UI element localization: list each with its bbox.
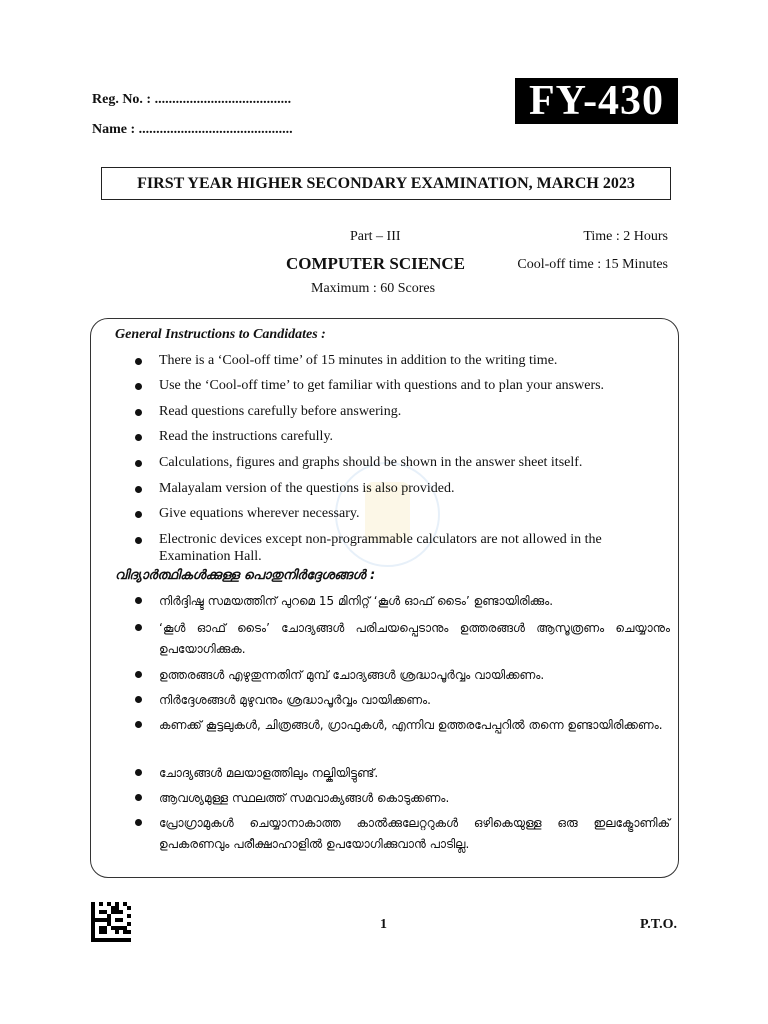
bullet-icon: [135, 624, 142, 631]
bullet-icon: [135, 696, 142, 703]
exam-title: FIRST YEAR HIGHER SECONDARY EXAMINATION, MARCH 2023: [101, 167, 671, 200]
instructions-heading: General Instructions to Candidates :: [115, 327, 326, 342]
bullet-icon: [135, 511, 142, 518]
bullet-icon: [135, 819, 142, 826]
time-label: Time : 2 Hours: [583, 229, 668, 244]
bullet-icon: [135, 794, 142, 801]
bullet-icon: [135, 486, 142, 493]
page-number: 1: [380, 917, 387, 932]
bullet-icon: [135, 537, 142, 544]
bullet-icon: [135, 434, 142, 441]
bullet-icon: [135, 769, 142, 776]
cool-off-label: Cool-off time : 15 Minutes: [517, 257, 668, 272]
pto-label: P.T.O.: [640, 917, 677, 932]
bullet-icon: [135, 383, 142, 390]
datamatrix-code-icon: [91, 901, 131, 943]
malayalam-instructions-heading: വിദ്യാർത്ഥികൾക്കുള്ള പൊതുനിർദ്ദേശങ്ങൾ :: [115, 568, 376, 583]
maximum-score-label: Maximum : 60 Scores: [311, 281, 436, 296]
bullet-icon: [135, 671, 142, 678]
reg-no-field: Reg. No. : .......................................: [92, 92, 292, 107]
paper-code-badge: FY-430: [515, 78, 678, 124]
name-field: Name : ............................................: [92, 122, 293, 137]
part-label: Part – III: [350, 229, 401, 244]
bullet-icon: [135, 721, 142, 728]
bullet-icon: [135, 597, 142, 604]
bullet-icon: [135, 409, 142, 416]
bullet-icon: [135, 358, 142, 365]
subject-title: COMPUTER SCIENCE: [286, 254, 465, 273]
bullet-icon: [135, 460, 142, 467]
